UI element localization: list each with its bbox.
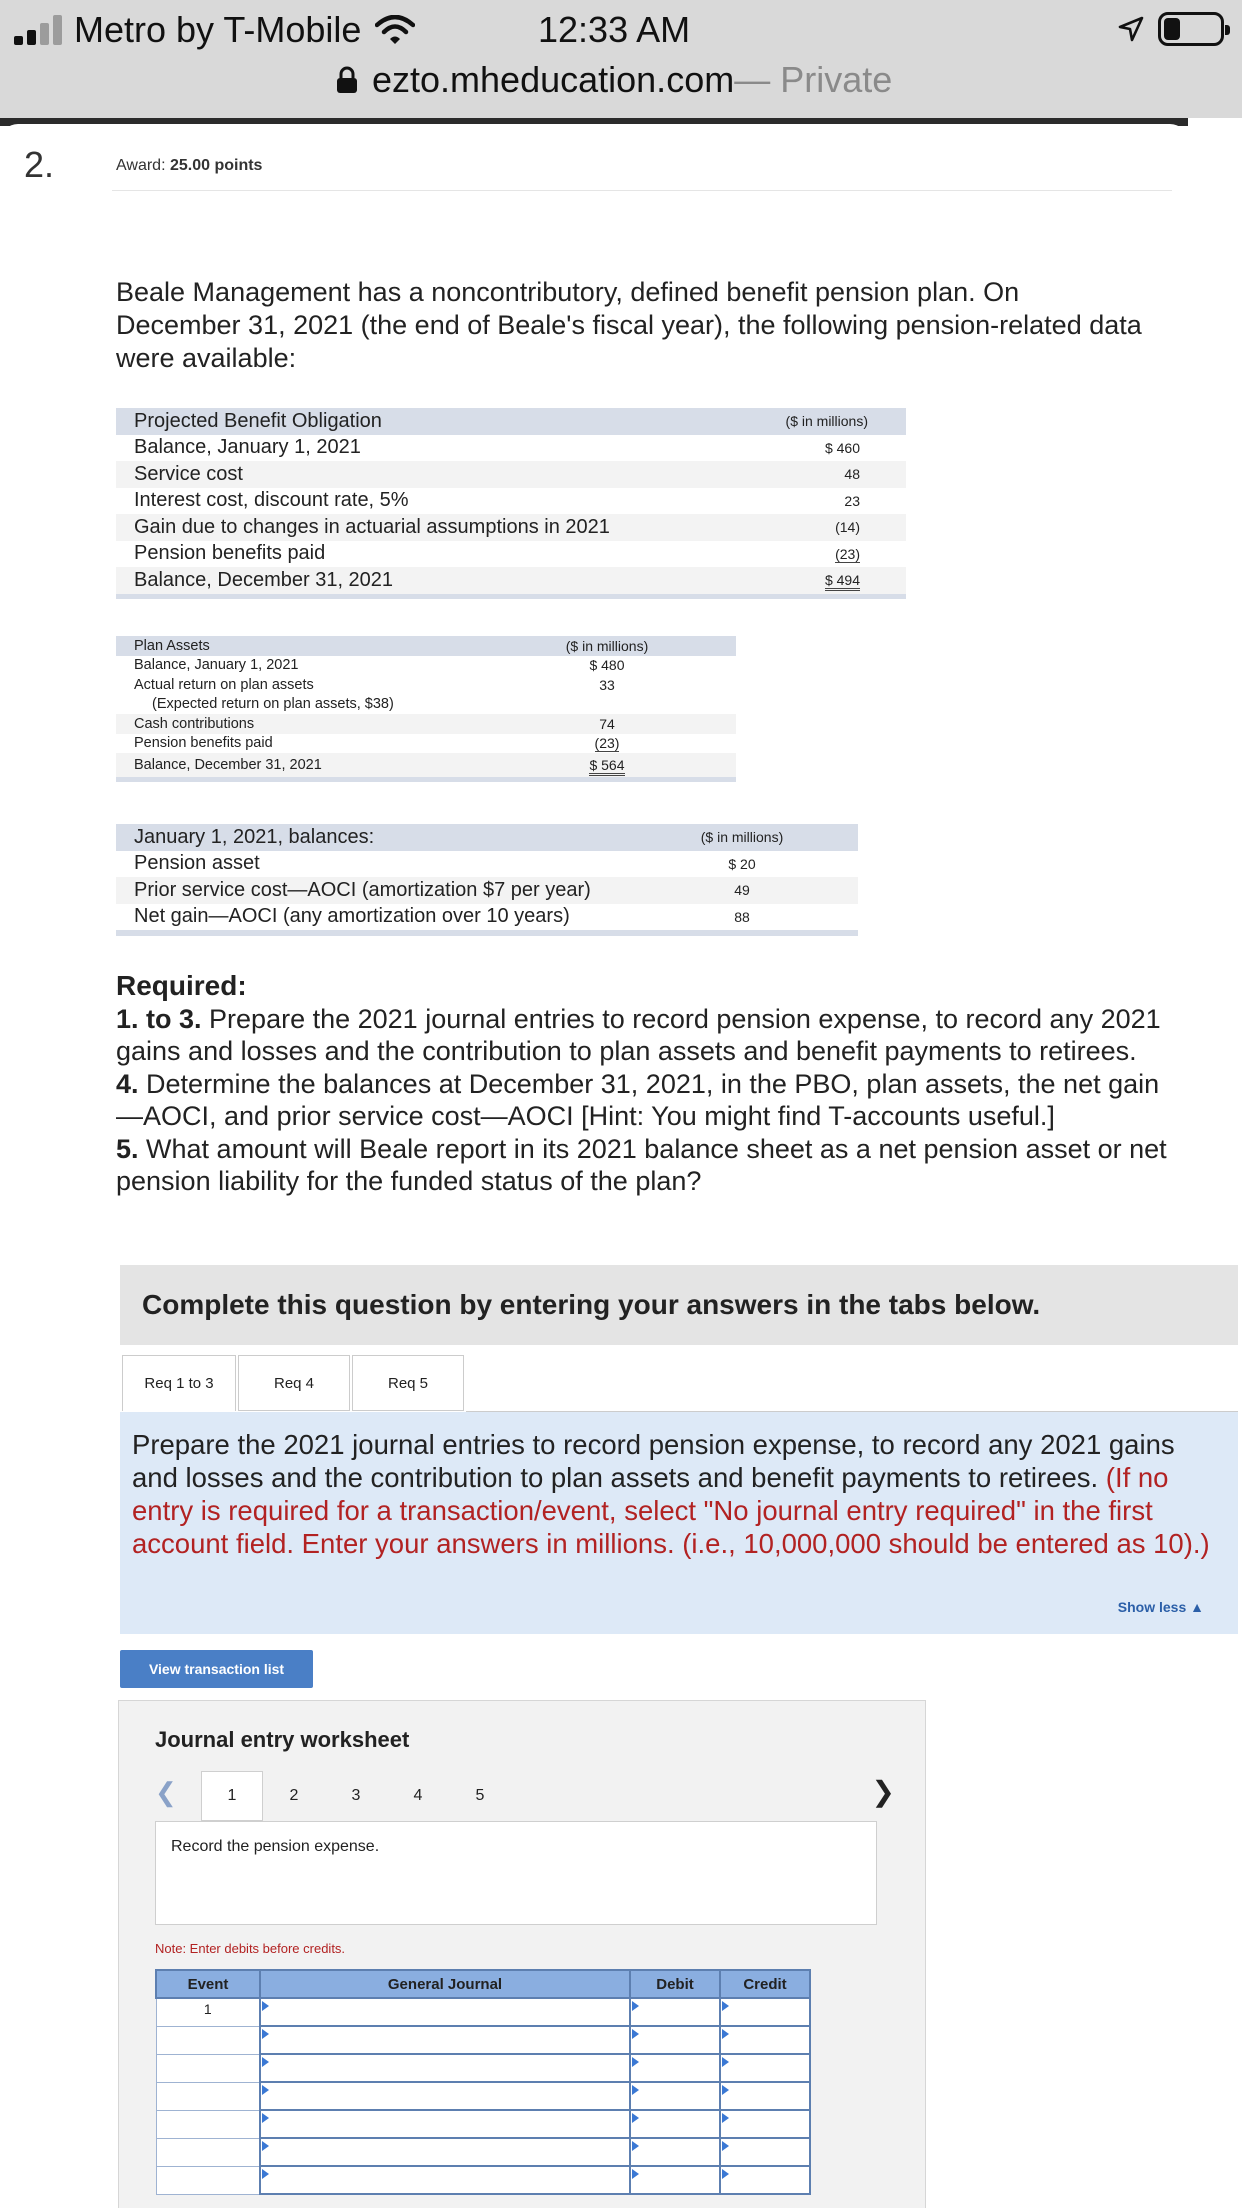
debit-input[interactable]: [630, 2110, 720, 2138]
row-value: [756, 546, 906, 562]
plan-assets-table: [116, 636, 736, 782]
tab-instructions: [120, 1412, 1238, 1634]
required-item-text: Prepare the 2021 journal entries to record pension expense, to record any 2021 gains and losses and the contribution to plan assets and benefit payments to retirees.: [116, 1003, 1161, 1066]
table-header: [116, 408, 906, 435]
row-label: Pension asset: [134, 852, 260, 875]
col-general-journal: General Journal: [260, 1970, 630, 1998]
row-value: 49: [734, 882, 750, 899]
page-list: [201, 1771, 511, 1821]
carrier-name: Metro by T-Mobile: [74, 9, 362, 50]
debit-input[interactable]: [630, 2054, 720, 2082]
award-value: 25.00 points: [169, 157, 263, 174]
requirement-tabs: [122, 1355, 466, 1411]
table-row: [116, 753, 736, 777]
page-4[interactable]: 4: [413, 1787, 423, 1804]
page-2[interactable]: 2: [289, 1787, 299, 1804]
url-private-label: — Private: [734, 59, 893, 100]
row-value: 74: [599, 715, 615, 732]
table-row: [116, 877, 858, 904]
row-value: $ 460: [824, 439, 860, 456]
journal-row: [156, 2082, 810, 2110]
table-row: [116, 461, 906, 488]
required-item: [116, 1068, 1176, 1133]
signal-icon: [14, 15, 62, 45]
journal-row: [156, 2026, 810, 2054]
browser-status-bar: [0, 0, 1242, 118]
page-3[interactable]: 3: [351, 1787, 361, 1804]
debit-input[interactable]: [630, 2166, 720, 2194]
row-label: Actual return on plan assets: [134, 676, 314, 693]
table-row: [116, 734, 736, 754]
row-label: Net gain—AOCI (any amortization over 10 years): [134, 905, 570, 928]
instruction-note: (If no entry is required for a transaction/event, select "No journal entry required" in the first account field. Enter your answers in millions. (i.e., 10,000,000 should be entered as 10).): [132, 1462, 1210, 1559]
table-row: [116, 675, 736, 695]
required-item-number: 1. to 3.: [116, 1003, 202, 1034]
question-number: 2.: [24, 144, 55, 185]
credit-input[interactable]: [720, 2054, 810, 2082]
table-footer: [116, 777, 736, 782]
credit-input[interactable]: [720, 2082, 810, 2110]
location-arrow-icon: [1118, 16, 1144, 42]
battery-icon: [1158, 12, 1224, 46]
row-label: Balance, December 31, 2021: [134, 568, 394, 591]
tab-req-4[interactable]: Req 4: [238, 1355, 350, 1411]
instruction-text: Prepare the 2021 journal entries to record pension expense, to record any 2021 gains and losses and the contribution to plan assets and benefit payments to retirees.: [132, 1429, 1175, 1493]
table-row: [116, 656, 736, 676]
journal-header-row: [156, 1970, 810, 1998]
required-item: [116, 1003, 1176, 1068]
lock-icon: [336, 66, 358, 94]
table-unit: ($ in millions): [700, 829, 784, 846]
table-row: [116, 851, 858, 878]
chevron-right-icon[interactable]: ❯: [871, 1776, 895, 1807]
table-unit: ($ in millions): [565, 637, 649, 654]
view-transaction-list-button[interactable]: View transaction list: [120, 1650, 313, 1688]
url-bar[interactable]: [336, 56, 892, 104]
table-footer: [116, 930, 858, 936]
credit-input[interactable]: [720, 1998, 810, 2026]
table-row: [116, 714, 736, 734]
required-section: [116, 970, 1176, 1198]
debit-input[interactable]: [630, 2026, 720, 2054]
required-item: [116, 1133, 1176, 1198]
account-input[interactable]: [260, 1998, 630, 2026]
credit-input[interactable]: [720, 2110, 810, 2138]
entry-note: Note: Enter debits before credits.: [155, 1941, 346, 1956]
debit-input[interactable]: [630, 2138, 720, 2166]
table-title: January 1, 2021, balances:: [134, 825, 375, 848]
table-row: [116, 435, 906, 462]
row-value: [536, 735, 736, 751]
row-label: Balance, December 31, 2021: [134, 757, 322, 773]
row-label: Service cost: [134, 462, 243, 485]
credit-input[interactable]: [720, 2166, 810, 2194]
credit-input[interactable]: [720, 2138, 810, 2166]
table-row: [116, 695, 736, 715]
wifi-icon: [375, 15, 415, 45]
col-debit: Debit: [630, 1970, 720, 1998]
worksheet-title: Journal entry worksheet: [155, 1727, 410, 1752]
account-input[interactable]: [260, 2138, 630, 2166]
col-credit: Credit: [720, 1970, 810, 1998]
journal-entry-worksheet: [118, 1700, 926, 2208]
required-item-number: 4.: [116, 1068, 139, 1099]
row-value: $ 480: [589, 657, 625, 674]
account-input[interactable]: [260, 2082, 630, 2110]
status-right: [1118, 12, 1224, 46]
table-unit: ($ in millions): [785, 413, 868, 430]
award-points: [116, 157, 262, 175]
show-less-link[interactable]: Show less ▲: [1117, 1599, 1204, 1615]
row-value: [536, 757, 736, 773]
event-cell: [156, 2138, 260, 2166]
table-title: Projected Benefit Obligation: [134, 409, 382, 432]
worksheet-pagination: [155, 1771, 895, 1821]
journal-table: [155, 1969, 811, 2195]
row-value-text: (23): [594, 735, 620, 752]
row-label: (Expected return on plan assets, $38): [152, 696, 394, 713]
account-input[interactable]: [260, 2166, 630, 2194]
row-label: Prior service cost—AOCI (amortization $7 per year): [134, 878, 591, 901]
divider: [112, 190, 1172, 191]
table-footer: [116, 594, 906, 599]
table-row: [116, 514, 906, 541]
table-row: [116, 567, 906, 594]
event-cell: [156, 2054, 260, 2082]
credit-input[interactable]: [720, 2026, 810, 2054]
row-label: Gain due to changes in actuarial assumptions in 2021: [134, 515, 610, 538]
row-value: 33: [599, 676, 615, 693]
journal-row: [156, 2054, 810, 2082]
journal-row: [156, 2110, 810, 2138]
row-value: (14): [835, 519, 860, 536]
tab-req-5[interactable]: Req 5: [352, 1355, 464, 1411]
row-value-text: $ 564: [589, 757, 624, 776]
row-label: Balance, January 1, 2021: [134, 657, 299, 674]
table-row: [116, 488, 906, 515]
debit-input[interactable]: [630, 2082, 720, 2110]
table-header: [116, 636, 736, 656]
chevron-left-icon[interactable]: ❮: [155, 1777, 177, 1807]
tab-req-1-to-3[interactable]: Req 1 to 3: [122, 1355, 236, 1411]
account-input[interactable]: [260, 2110, 630, 2138]
required-title: Required:: [116, 970, 247, 1001]
row-value: 23: [844, 492, 860, 509]
journal-row: [156, 2138, 810, 2166]
page-5[interactable]: 5: [475, 1787, 485, 1804]
account-input[interactable]: [260, 2054, 630, 2082]
row-label: Interest cost, discount rate, 5%: [134, 489, 409, 512]
row-label: Cash contributions: [134, 715, 255, 732]
event-cell: [156, 2082, 260, 2110]
col-event: Event: [156, 1970, 260, 1998]
required-item-text: What amount will Beale report in its 2021 balance sheet as a net pension asset or net pension liability for the funded status of the plan?: [116, 1133, 1167, 1196]
row-label: Balance, January 1, 2021: [134, 436, 361, 459]
entry-description: Record the pension expense.: [155, 1821, 877, 1925]
clock: 12:33 AM: [538, 9, 691, 50]
row-value: $ 20: [728, 855, 756, 872]
row-value: 48: [844, 466, 860, 483]
row-value: 88: [734, 908, 750, 925]
row-label: Pension benefits paid: [134, 542, 326, 565]
january-balances-table: [116, 824, 858, 936]
journal-row: [156, 1998, 810, 2026]
award-label: Award:: [116, 157, 166, 174]
event-cell: [156, 2166, 260, 2194]
row-value-text: $ 494: [825, 572, 860, 591]
table-title: Plan Assets: [134, 637, 210, 654]
url-domain: ezto.mheducation.com: [372, 59, 735, 100]
pbo-table: [116, 408, 906, 599]
carrier-info: [14, 6, 415, 54]
event-cell: [156, 2110, 260, 2138]
debit-input[interactable]: [630, 1998, 720, 2026]
event-cell: [156, 2026, 260, 2054]
row-label: Pension benefits paid: [134, 735, 273, 752]
table-row: [116, 541, 906, 568]
required-item-number: 5.: [116, 1133, 139, 1164]
complete-text: Complete this question by entering your answers in the tabs below.: [142, 1289, 1041, 1320]
row-value-text: (23): [835, 545, 860, 562]
required-item-text: Determine the balances at December 31, 2021, in the PBO, plan assets, the net gain—AOCI, and prior service cost—AOCI [Hint: You might find T-accounts useful.]: [116, 1068, 1160, 1131]
journal-row: [156, 2166, 810, 2194]
question-intro: Beale Management has a noncontributory, defined benefit pension plan. On December 31, 2021 (the end of Beale's fiscal year), the following pension-related data were available:: [116, 277, 1142, 373]
table-row: [116, 904, 858, 931]
table-header: [116, 824, 858, 851]
row-value: [756, 572, 906, 588]
event-number: 1: [156, 1998, 260, 2026]
complete-instructions: [120, 1265, 1238, 1345]
page-1[interactable]: 1: [201, 1771, 263, 1821]
account-input[interactable]: [260, 2026, 630, 2054]
